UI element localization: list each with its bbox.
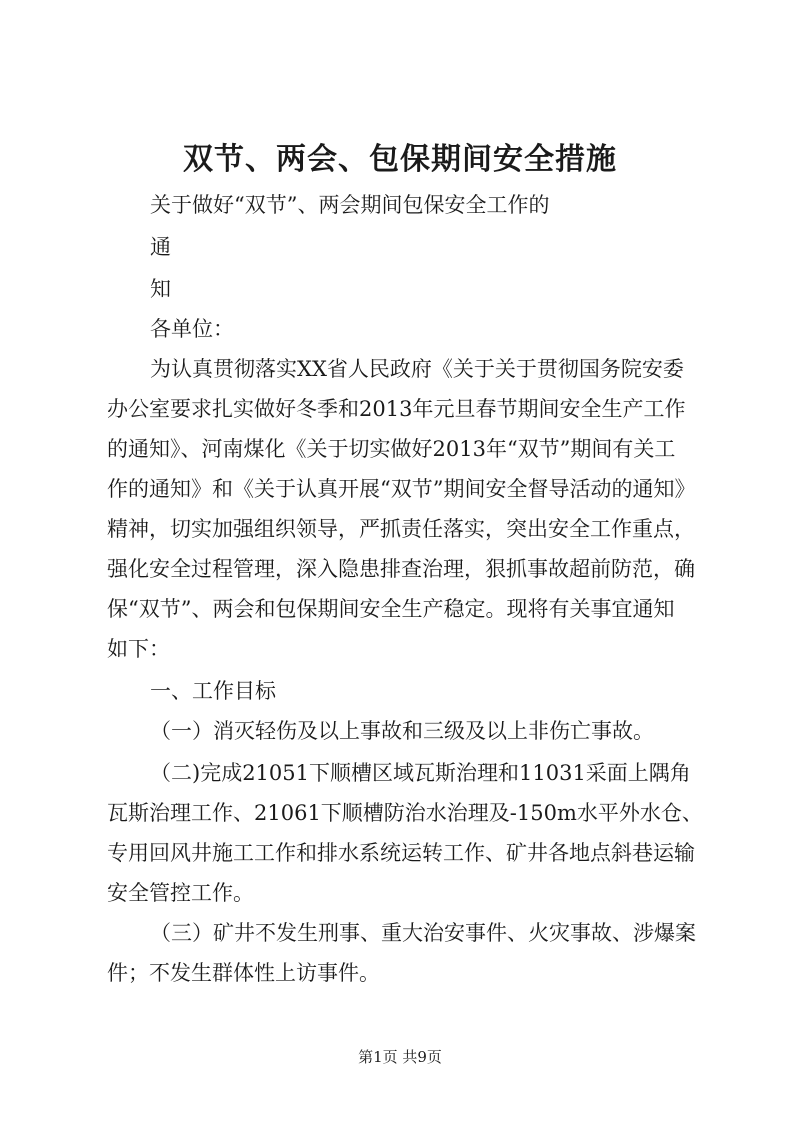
text-line: 为认真贯彻落实XX省人民政府《关于关于贯彻国务院安委 [150, 357, 684, 381]
text-line: 强化安全过程管理，深入隐患排查治理，狠抓事故超前防范，确 [107, 557, 695, 581]
text-line: （二)完成21051下顺槽区域瓦斯治理和11031采面上隅角 [150, 761, 691, 785]
text-line: 精神，切实加强组织领导，严抓责任落实，突出安全工作重点， [107, 517, 695, 541]
text-line: 保“双节”、两会和包保期间安全生产稳定。现将有关事宜通知 [107, 597, 675, 621]
page-number: 第1页 共9页 [358, 1048, 442, 1066]
text-line: 关于做好“双节”、两会期间包保安全工作的 [150, 193, 550, 217]
section-heading: 一、工作目标 [150, 679, 276, 703]
text-line: 办公室要求扎实做好冬季和2013年元旦春节期间安全生产工作 [107, 397, 686, 421]
text-line: 件；不发生群体性上访事件。 [107, 961, 380, 985]
text-line: （三）矿井不发生刑事、重大治安事件、火灾事故、涉爆案 [150, 921, 696, 945]
text-line: 瓦斯治理工作、21061下顺槽防治水治理及-150m水平外水仓、 [107, 801, 703, 825]
text-line: 如下： [107, 637, 170, 661]
text-line: 通 [150, 235, 171, 259]
text-line: 作的通知》和《关于认真开展“双节”期间安全督导活动的通知》 [107, 477, 696, 501]
text-line: （一）消灭轻伤及以上事故和三级及以上非伤亡事故。 [150, 719, 654, 743]
text-line: 的通知》、河南煤化《关于切实做好2013年“双节”期间有关工 [107, 437, 676, 461]
text-line: 安全管控工作。 [107, 881, 254, 905]
text-line: 知 [150, 277, 171, 301]
text-line: 各单位： [150, 317, 234, 341]
document-title: 双节、两会、包保期间安全措施 [183, 142, 617, 177]
text-line: 专用回风井施工工作和排水系统运转工作、矿井各地点斜巷运输 [107, 841, 695, 865]
